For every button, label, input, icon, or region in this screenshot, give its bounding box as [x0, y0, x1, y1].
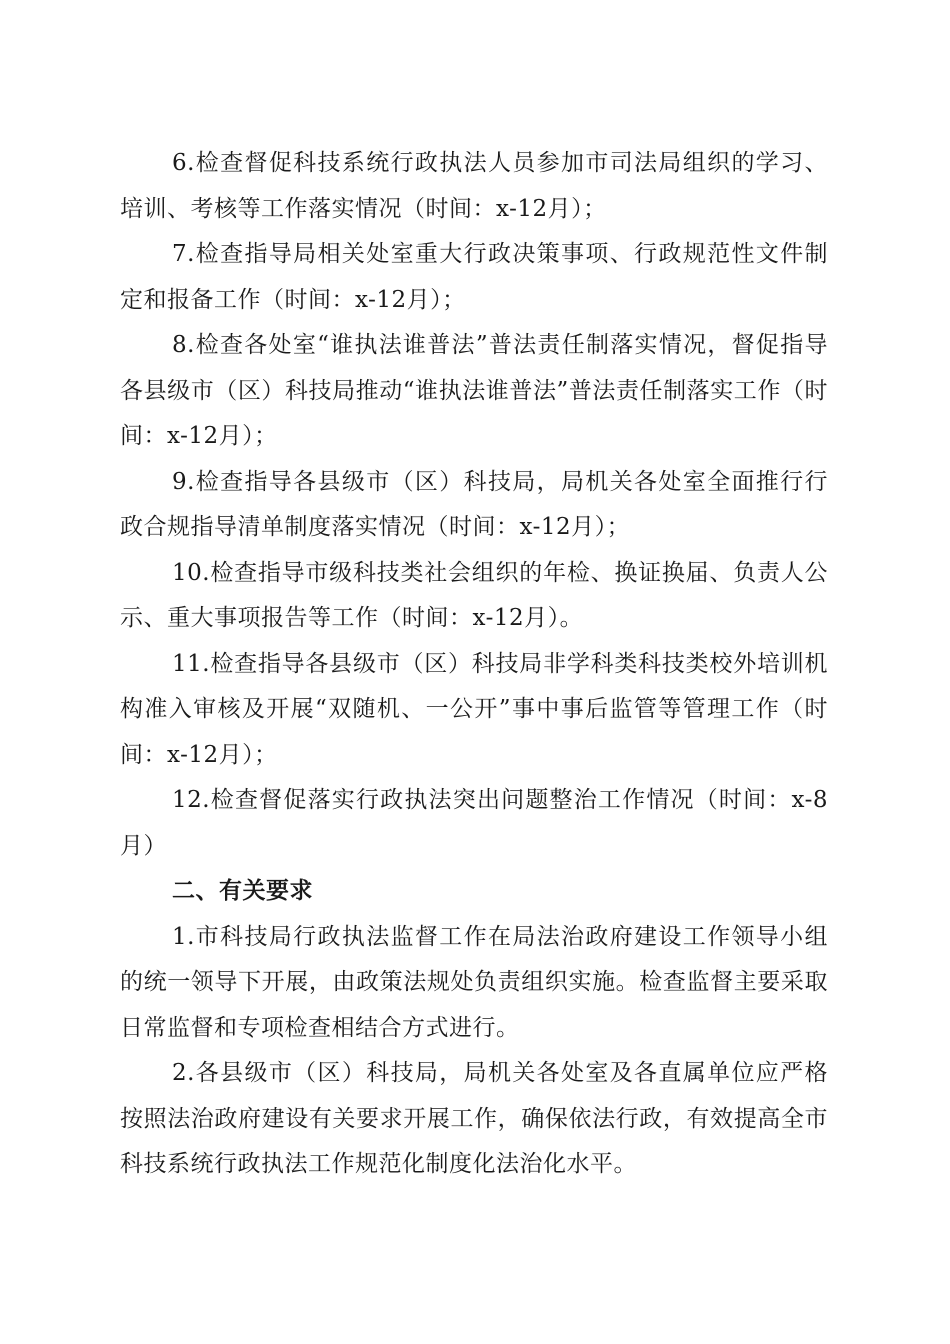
requirement-2: 2.各县级市（区）科技局，局机关各处室及各直属单位应严格按照法治政府建设有关要求开展工作，确保依法行政，有效提高全市科技系统行政执法工作规范化制度化法治化水平。 — [120, 1060, 828, 1177]
section-heading: 二、有关要求 — [172, 878, 313, 904]
list-item-12: 12.检查督促落实行政执法突出问题整治工作情况（时间：x-8月） — [120, 787, 828, 859]
requirement-1: 1.市科技局行政执法监督工作在局法治政府建设工作领导小组的统一领导下开展，由政策法规处负责组织实施。检查监督主要采取日常监督和专项检查相结合方式进行。 — [120, 923, 828, 1041]
list-item-6: 6.检查督促科技系统行政执法人员参加市司法局组织的学习、培训、考核等工作落实情况（时间：x-12月）； — [120, 150, 828, 222]
list-item-9: 9.检查指导各县级市（区）科技局，局机关各处室全面推行行政合规指导清单制度落实情况（时间：x-12月）； — [120, 468, 828, 540]
list-item-11: 11.检查指导各县级市（区）科技局非学科类科技类校外培训机构准入审核及开展“双随机、一公开”事中事后监管等管理工作（时间：x-12月）； — [120, 650, 828, 768]
list-item-7: 7.检查指导局相关处室重大行政决策事项、行政规范性文件制定和报备工作（时间：x-12月）； — [120, 241, 828, 313]
document-body — [120, 141, 828, 1188]
list-item-8: 8.检查各处室“谁执法谁普法”普法责任制落实情况，督促指导各县级市（区）科技局推动“谁执法谁普法”普法责任制落实工作（时间：x-12月）； — [120, 332, 828, 449]
list-item-10: 10.检查指导市级科技类社会组织的年检、换证换届、负责人公示、重大事项报告等工作（时间：x-12月）。 — [120, 559, 828, 631]
